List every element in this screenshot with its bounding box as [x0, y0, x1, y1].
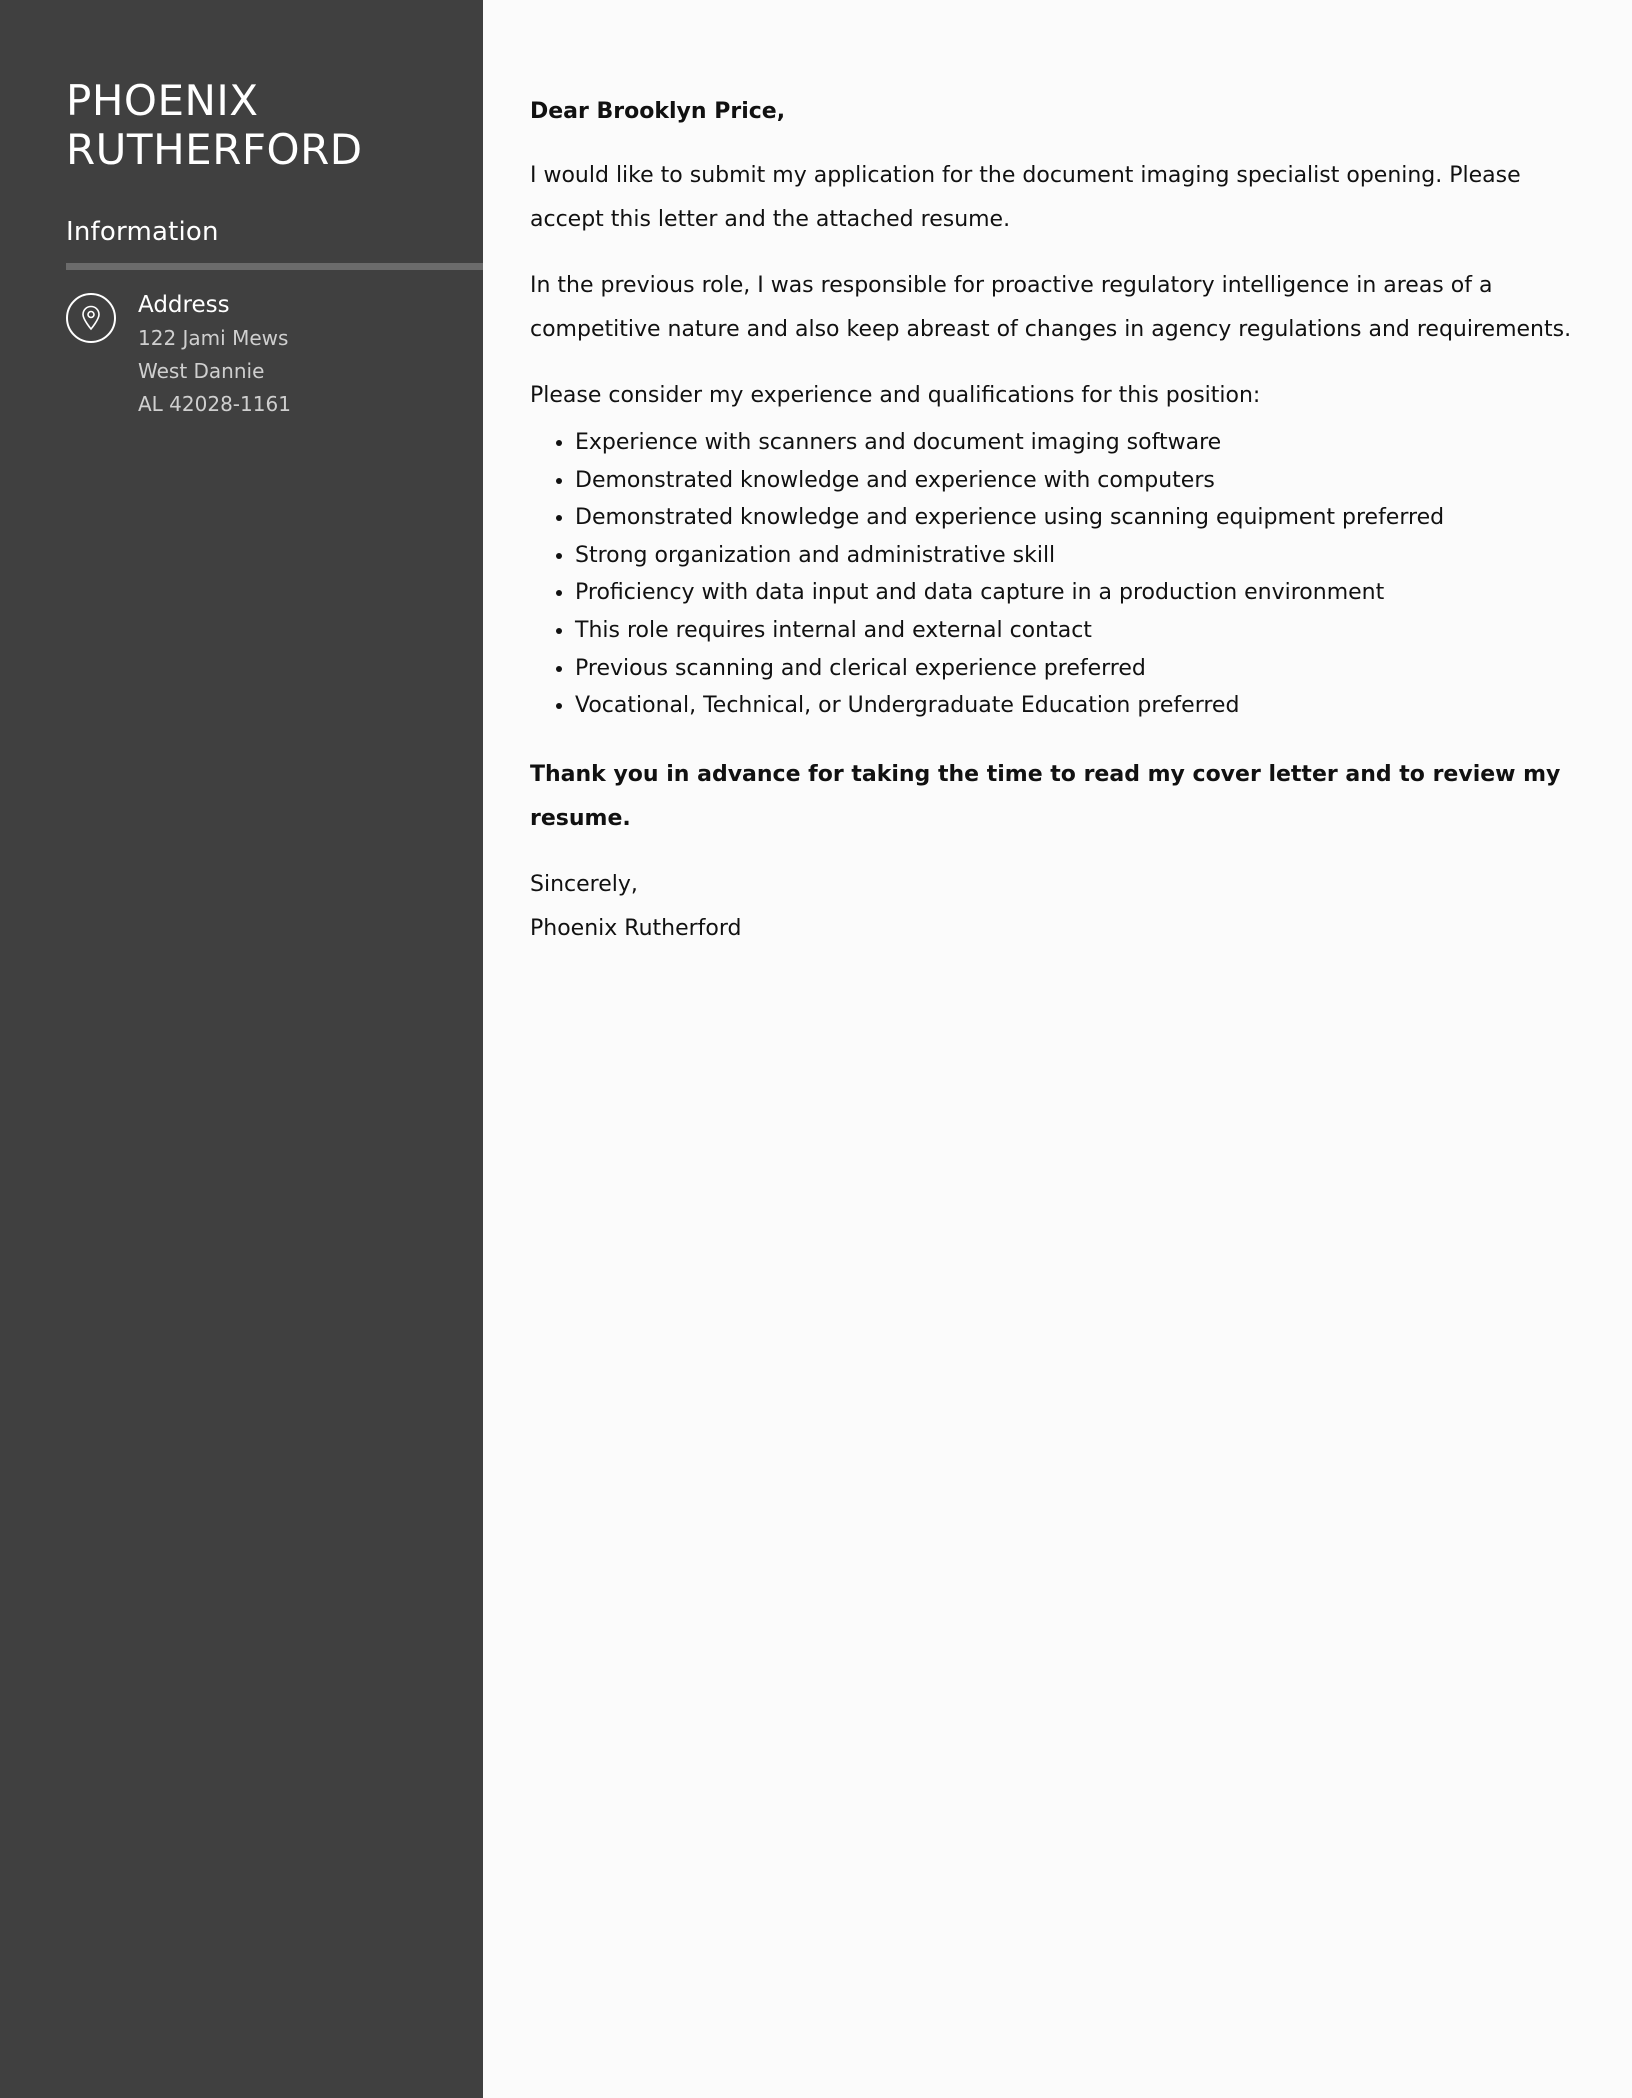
information-divider — [66, 263, 483, 270]
address-text — [138, 290, 291, 421]
qualifications-list — [530, 424, 1572, 725]
map-pin-icon — [66, 293, 116, 343]
list-item: • Previous scanning and clerical experience preferred — [575, 650, 1572, 688]
letter-body — [483, 0, 1632, 2098]
intro-paragraph: I would like to submit my application for the document imaging specialist opening. Please accept this letter and the attached resume. — [530, 163, 1521, 232]
qualifications-intro: Please consider my experience and qualifications for this position: — [530, 383, 1261, 408]
list-item: • Strong organization and administrative skill — [575, 537, 1572, 575]
applicant-name — [66, 76, 476, 174]
applicant-name-line1: PHOENIX — [66, 76, 259, 125]
list-item: • This role requires internal and external contact — [575, 612, 1572, 650]
list-item: • Proficiency with data input and data capture in a production environment — [575, 574, 1572, 612]
address-title: Address — [138, 292, 230, 318]
greeting: Dear Brooklyn Price, — [530, 99, 786, 124]
applicant-name-line2: RUTHERFORD — [66, 125, 363, 174]
sidebar — [0, 0, 483, 2098]
list-item: • Demonstrated knowledge and experience using scanning equipment preferred — [575, 499, 1572, 537]
list-item: • Vocational, Technical, or Undergraduate Education preferred — [575, 687, 1572, 725]
list-item: • Demonstrated knowledge and experience with computers — [575, 462, 1572, 500]
list-item: • Experience with scanners and document imaging software — [575, 424, 1572, 462]
signoff: Sincerely, — [530, 871, 638, 897]
signature-name: Phoenix Rutherford — [530, 915, 742, 941]
closing-statement: Thank you in advance for taking the time to read my cover letter and to review my resume. — [530, 761, 1561, 831]
experience-paragraph: In the previous role, I was responsible for proactive regulatory intelligence in areas of a competitive nature and also keep abreast of changes in agency regulations and requirements. — [530, 273, 1572, 342]
address-section — [66, 290, 291, 421]
address-line-city: West Dannie — [138, 359, 265, 383]
information-heading: Information — [66, 217, 219, 247]
address-line-street: 122 Jami Mews — [138, 326, 289, 350]
address-line-state-zip: AL 42028-1161 — [138, 392, 291, 416]
